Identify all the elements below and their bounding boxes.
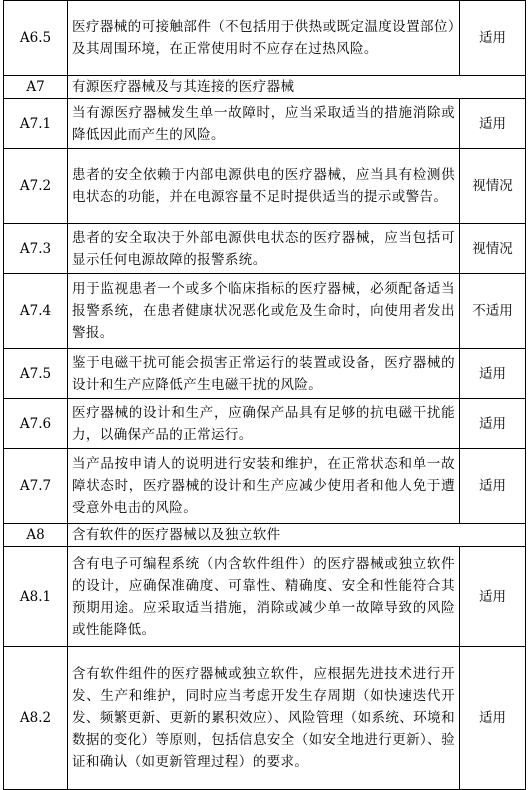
applicability-status: 适用 [460,547,526,647]
requirements-table [3,0,526,790]
applicability-status: 适用 [460,647,526,790]
applicability-status: 适用 [460,1,526,76]
clause-content: 医疗器械的设计和生产，应确保产品具有足够的抗电磁干扰能力，以确保产品的正常运行。 [68,399,460,449]
clause-content: 当产品按申请人的说明进行安装和维护，在正常状态和单一故障状态时，医疗器械的设计和生产应减少使用者和他人免于遭受意外电击的风险。 [68,449,460,524]
clause-content: 鉴于电磁干扰可能会损害正常运行的装置或设备，医疗器械的设计和生产应降低产生电磁干扰的风险。 [68,349,460,399]
table-row [4,224,526,274]
applicability-status: 适用 [460,349,526,399]
section-title: 含有软件的医疗器械以及独立软件 [68,524,526,547]
clause-id: A7.2 [4,149,68,224]
table-row [4,1,526,76]
table-row [4,99,526,149]
clause-content: 医疗器械的可接触部件（不包括用于供热或既定温度设置部位）及其周围环境，在正常使用时不应存在过热风险。 [68,1,460,76]
clause-content: 当有源医疗器械发生单一故障时，应当采取适当的措施消除或降低因此而产生的风险。 [68,99,460,149]
clause-content: 用于监视患者一个或多个临床指标的医疗器械，必须配备适当报警系统，在患者健康状况恶化或危及生命时，向使用者发出警报。 [68,274,460,349]
clause-content: 含有电子可编程系统（内含软件组件）的医疗器械或独立软件的设计，应确保准确度、可靠性、精确度、安全和性能符合其预期用途。应采取适当措施，消除或减少单一故障导致的风险或性能降低。 [68,547,460,647]
table-row [4,547,526,647]
clause-id: A8.2 [4,647,68,790]
section-header-row [4,524,526,547]
clause-id: A7.3 [4,224,68,274]
section-id: A7 [4,76,68,99]
applicability-status: 视情况 [460,224,526,274]
clause-id: A6.5 [4,1,68,76]
clause-content: 患者的安全依赖于内部电源供电的医疗器械，应当具有检测供电状态的功能，并在电源容量不足时提供适当的提示或警告。 [68,149,460,224]
clause-id: A7.4 [4,274,68,349]
clause-id: A7.1 [4,99,68,149]
applicability-status: 不适用 [460,274,526,349]
clause-id: A7.5 [4,349,68,399]
applicability-status: 适用 [460,399,526,449]
clause-id: A7.6 [4,399,68,449]
section-header-row [4,76,526,99]
applicability-status: 视情况 [460,149,526,224]
table-row [4,449,526,524]
clause-content: 患者的安全取决于外部电源供电状态的医疗器械，应当包括可显示任何电源故障的报警系统。 [68,224,460,274]
clause-id: A7.7 [4,449,68,524]
table-row [4,647,526,790]
section-id: A8 [4,524,68,547]
clause-content: 含有软件组件的医疗器械或独立软件，应根据先进技术进行开发、生产和维护，同时应当考虑开发生存周期（如快速迭代开发、频繁更新、更新的累积效应）、风险管理（如系统、环境和数据的变化）等原则，包括信息安全（如安全地进行更新）、验证和确认（如更新管理过程）的要求。 [68,647,460,790]
table-row [4,274,526,349]
clause-id: A8.1 [4,547,68,647]
table-row [4,149,526,224]
applicability-status: 适用 [460,99,526,149]
table-row [4,349,526,399]
table-row [4,399,526,449]
applicability-status: 适用 [460,449,526,524]
section-title: 有源医疗器械及与其连接的医疗器械 [68,76,526,99]
